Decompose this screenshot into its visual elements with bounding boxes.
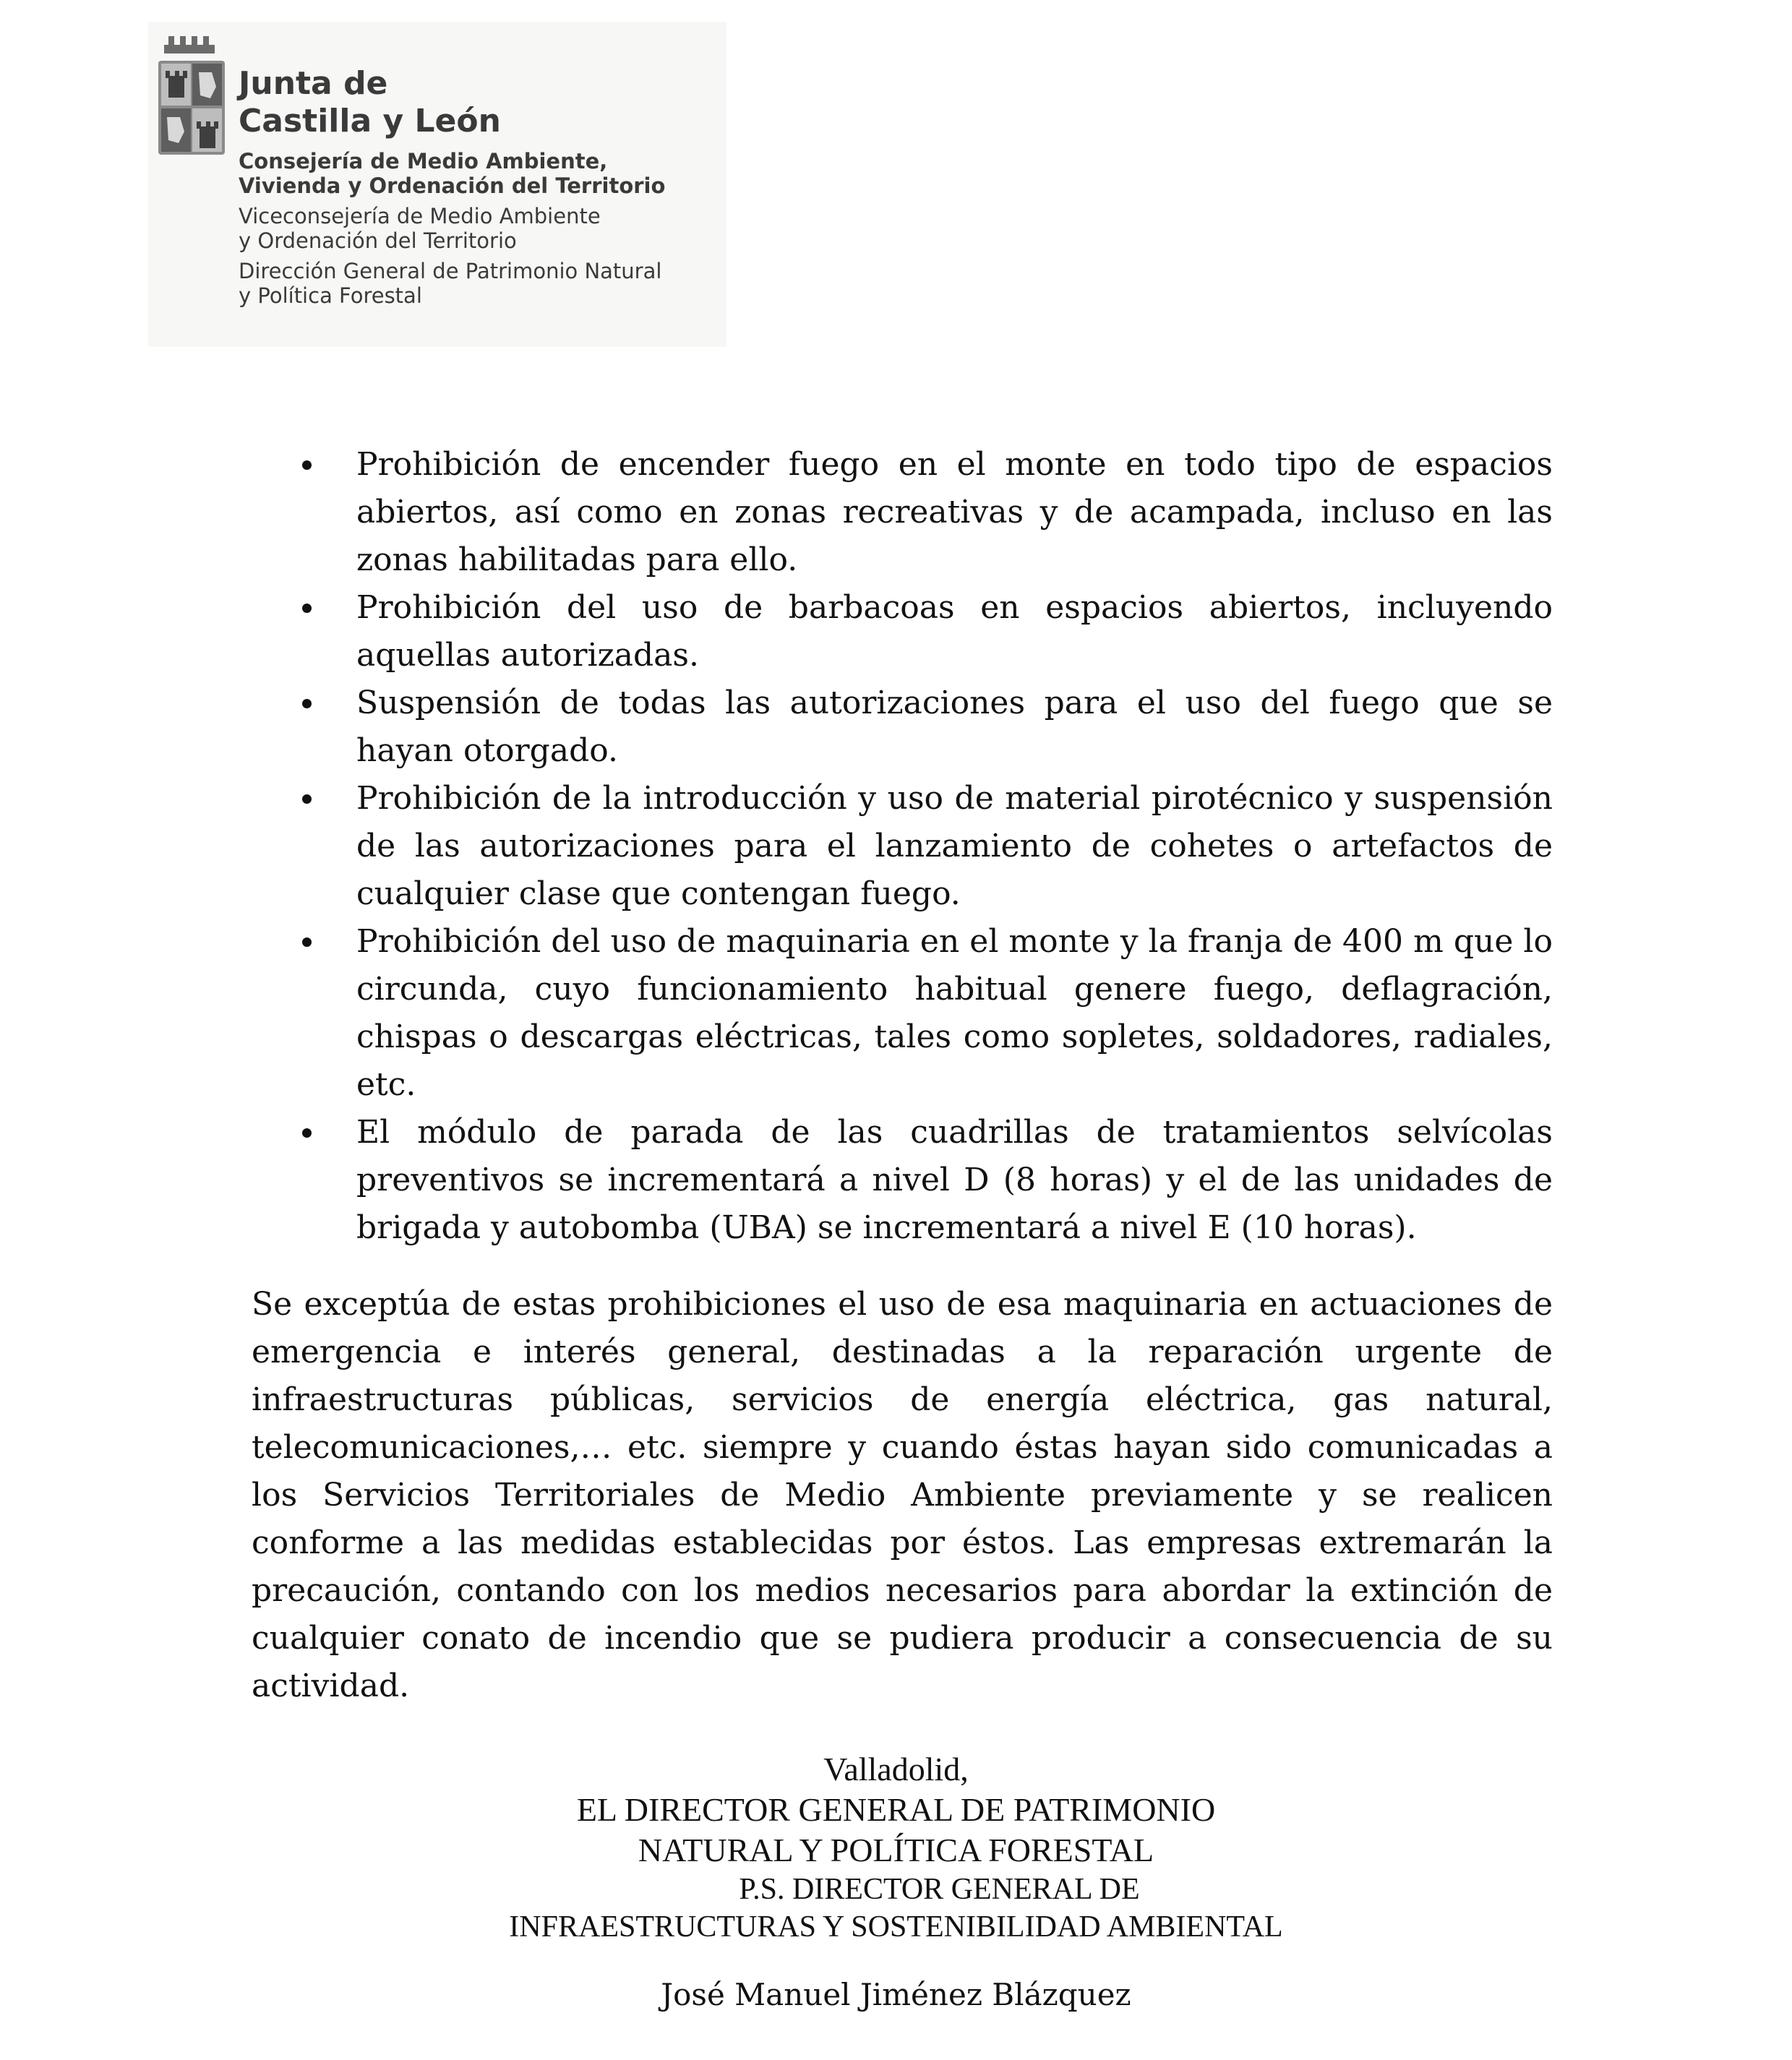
org-title-line2: Castilla y León [239, 103, 501, 140]
measure-text: Prohibición del uso de maquinaria en el monte y la franja de 400 m que lo circunda, cuyo funcionamiento habitual genere fuego, deflagración, chispas o descargas eléctricas, tales como sopletes, soldadores, radiales, etc. [356, 923, 1553, 1103]
direccion-line: Dirección General de Patrimonio Natural [239, 259, 662, 283]
signature-block [0, 1749, 1792, 2015]
consejeria-name [239, 149, 665, 198]
coat-of-arms-icon [155, 36, 228, 173]
signature-role-line2: NATURAL Y POLÍTICA FORESTAL [638, 1832, 1154, 1868]
signature-role-line1: EL DIRECTOR GENERAL DE PATRIMONIO [576, 1791, 1216, 1828]
direccion-name [239, 259, 665, 308]
list-item [252, 584, 1553, 679]
bullet-icon [302, 699, 312, 708]
bullet-icon [302, 1128, 312, 1138]
measure-text: Prohibición de la introducción y uso de material pirotécnico y suspensión de las autorizaciones para el lanzamiento de cohetes o artefactos de cualquier clase que contengan fuego. [356, 780, 1553, 912]
signature-place: Valladolid, [823, 1751, 969, 1788]
document-body [252, 441, 1553, 1742]
institution-logo-block [148, 22, 726, 347]
measure-text: Prohibición de encender fuego en el monte en todo tipo de espacios abiertos, así como en zonas recreativas y de acampada, incluso en las zonas habilitadas para ello. [356, 446, 1553, 578]
bullet-icon [302, 937, 312, 947]
list-item [252, 775, 1553, 918]
exception-paragraph: Se exceptúa de estas prohibiciones el uso de esa maquinaria en actuaciones de emergencia e interés general, destinadas a la reparación urgente de infraestructuras públicas, servicios de energía eléctrica, gas natural, telecomunicaciones,… etc. siempre y cuando éstas hayan sido comunicadas a los Servicios Territoriales de Medio Ambiente previamente y se realicen conforme a las medidas establecidas por éstos. Las empresas extremarán la precaución, contando con los medios necesarios para abordar la extinción de cualquier conato de incendio que se pudiera producir a consecuencia de su actividad. [252, 1286, 1553, 1704]
viceconsejeria-name [239, 204, 665, 253]
measure-text: El módulo de parada de las cuadrillas de tratamientos selvícolas preventivos se incrementará a nivel D (8 horas) y el de las unidades de brigada y autobomba (UBA) se incrementará a nivel E (10 horas). [356, 1114, 1553, 1246]
measure-text: Prohibición del uso de barbacoas en espacios abiertos, incluyendo aquellas autorizadas. [356, 589, 1553, 674]
signature-ps-line1: P.S. DIRECTOR GENERAL DE [739, 1873, 1140, 1906]
consejeria-line: Vivienda y Ordenación del Territorio [239, 173, 666, 198]
list-item [252, 1109, 1553, 1252]
viceconsejeria-line: Viceconsejería de Medio Ambiente [239, 204, 601, 228]
signatory-name: José Manuel Jiménez Blázquez [661, 1977, 1131, 2012]
list-item [252, 441, 1553, 584]
org-title-line1: Junta de [239, 65, 388, 102]
list-item [252, 918, 1553, 1109]
list-item [252, 679, 1553, 775]
bullet-icon [302, 794, 312, 804]
direccion-line: y Política Forestal [239, 283, 422, 308]
measures-list [252, 441, 1553, 1252]
measure-text: Suspensión de todas las autorizaciones para el uso del fuego que se hayan otorgado. [356, 684, 1553, 769]
bullet-icon [302, 460, 312, 470]
signature-ps-line2: INFRAESTRUCTURAS Y SOSTENIBILIDAD AMBIENTAL [509, 1910, 1283, 1944]
consejeria-line: Consejería de Medio Ambiente, [239, 149, 608, 173]
viceconsejeria-line: y Ordenación del Territorio [239, 228, 517, 253]
institution-name [239, 65, 665, 308]
bullet-icon [302, 604, 312, 613]
